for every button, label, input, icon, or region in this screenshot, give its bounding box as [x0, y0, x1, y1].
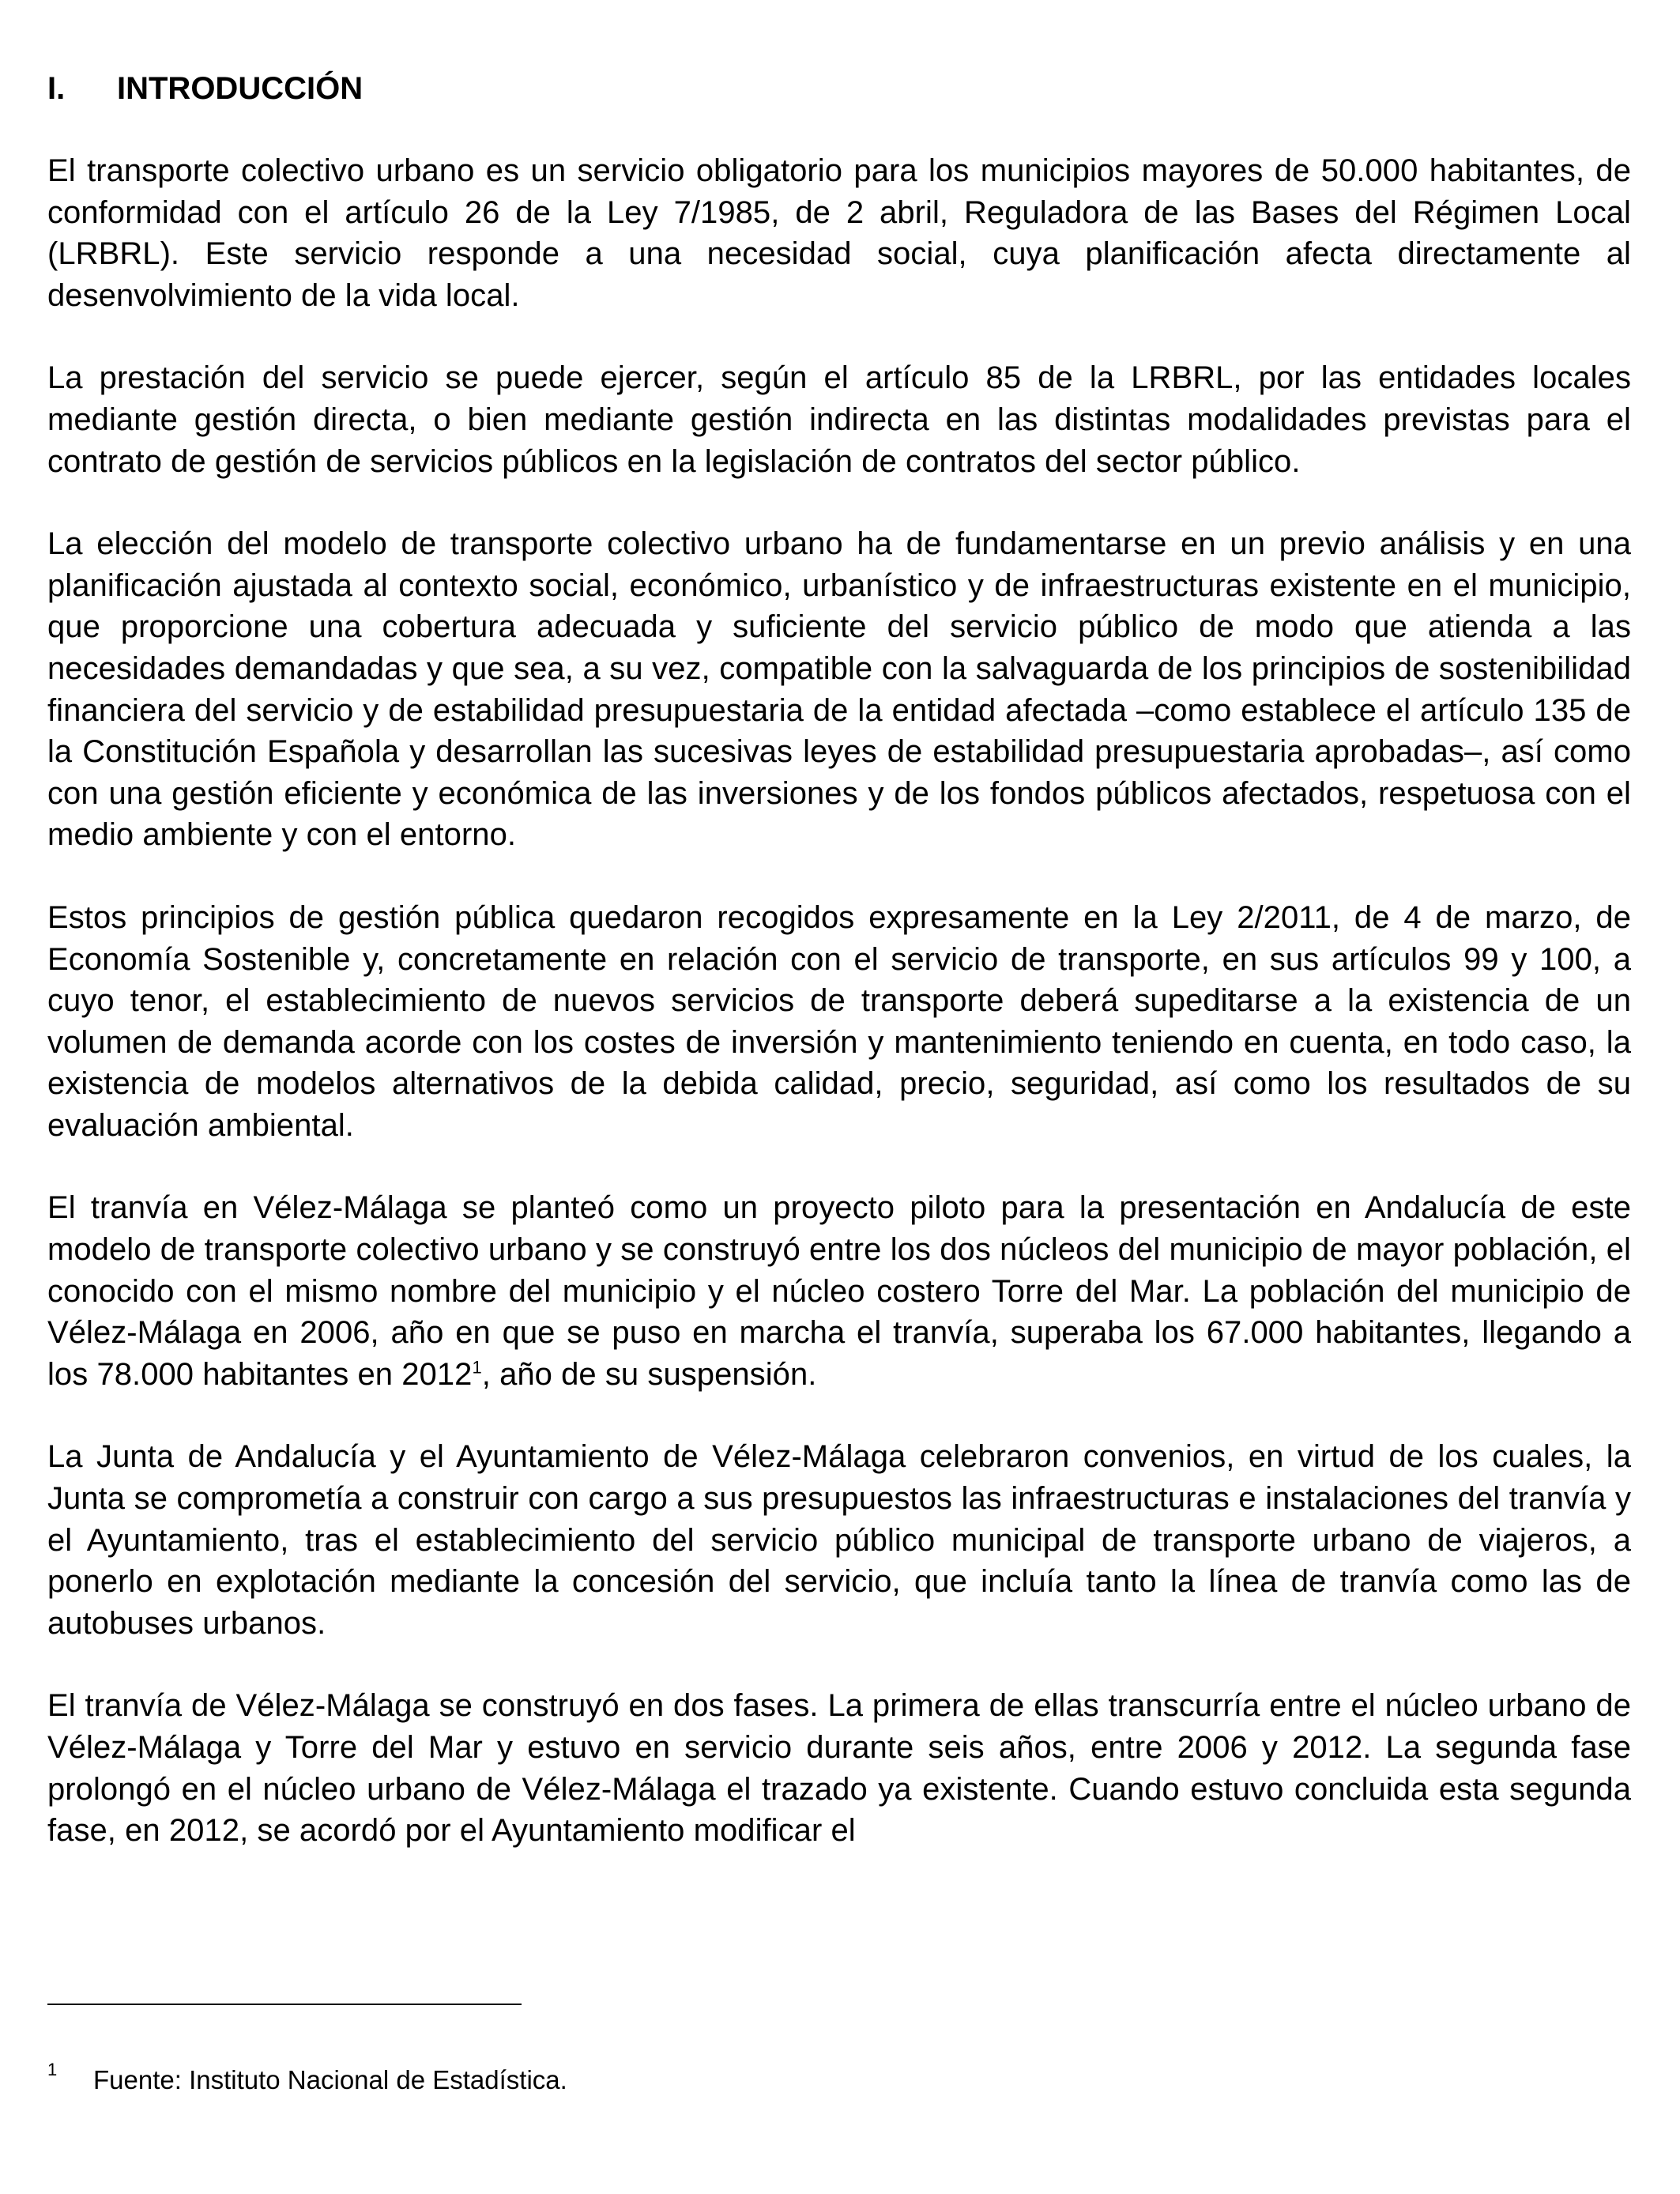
paragraph-7: El tranvía de Vélez-Málaga se construyó en dos fases. La primera de ellas transcurría entre el núcleo urbano de Vélez-Málaga y Torre del Mar y estuvo en servicio durante seis años, entre 2006 y 2012. La segunda fase prolongó en el núcleo urbano de Vélez-Málaga el trazado ya existente. Cuando estuvo concluida esta segunda fase, en 2012, se acordó por el Ayuntamiento modificar el	[47, 1688, 1631, 1849]
paragraph-3: La elección del modelo de transporte colectivo urbano ha de fundamentarse en un previo análisis y en una planificación ajustada al contexto social, económico, urbanístico y de infraestructuras existente en el municipio, que proporcione una cobertura adecuada y suficiente del servicio público de modo que atienda a las necesidades demandadas y que sea, a su vez, compatible con la salvaguarda de los principios de sostenibilidad financiera del servicio y de estabilidad presupuestaria de la entidad afectada –como establece el artículo 135 de la Constitución Española y desarrollan las sucesivas leyes de estabilidad presupuestaria aprobadas–, así como con una gestión eficiente y económica de las inversiones y de los fondos públicos afectados, respetuosa con el medio ambiente y con el entorno.	[47, 526, 1631, 853]
section-title: INTRODUCCIÓN	[117, 71, 363, 106]
paragraph-2: La prestación del servicio se puede ejercer, según el artículo 85 de la LRBRL, por las entidades locales mediante gestión directa, o bien mediante gestión indirecta en las distintas modalidades previstas para el contrato de gestión de servicios públicos en la legislación de contratos del sector público.	[47, 360, 1631, 479]
paragraph-6: La Junta de Andalucía y el Ayuntamiento de Vélez-Málaga celebraron convenios, en virtud de los cuales, la Junta se comprometía a construir con cargo a sus presupuestos las infraestructuras e instalaciones del tranvía y el Ayuntamiento, tras el establecimiento del servicio público municipal de transporte urbano de viajeros, a ponerlo en explotación mediante la concesión del servicio, que incluía tanto la línea de tranvía como las de autobuses urbanos.	[47, 1439, 1631, 1641]
paragraph-5	[47, 1187, 1631, 1395]
paragraph-4: Estos principios de gestión pública quedaron recogidos expresamente en la Ley 2/2011, de 4 de marzo, de Economía Sostenible y, concretamente en relación con el servicio de transporte, en sus artículos 99 y 100, a cuyo tenor, el establecimiento de nuevos servicios de transporte deberá supeditarse a la existencia de un volumen de demanda acorde con los costes de inversión y mantenimiento teniendo en cuenta, en todo caso, la existencia de modelos alternativos de la debida calidad, precio, seguridad, así como los resultados de su evaluación ambiental.	[47, 899, 1631, 1143]
footnote-text: Fuente: Instituto Nacional de Estadística.	[93, 2065, 567, 2094]
paragraph-5-text: El tranvía en Vélez-Málaga se planteó como un proyecto piloto para la presentación en Andalucía de este modelo de transporte colectivo urbano y se construyó entre los dos núcleos del municipio de mayor población, el conocido con el mismo nombre del municipio y el núcleo costero Torre del Mar. La población del municipio de Vélez-Málaga en 2006, año en que se puso en marcha el tranvía, superaba los 67.000 habitantes, llegando a los 78.000 habitantes en 2012	[47, 1190, 1631, 1392]
document-body	[47, 68, 1631, 1893]
paragraph-5-text-end: , año de su suspensión.	[481, 1356, 817, 1392]
section-heading	[47, 68, 1631, 109]
paragraph-1: El transporte colectivo urbano es un servicio obligatorio para los municipios mayores de 50.000 habitantes, de conformidad con el artículo 26 de la Ley 7/1985, de 2 abril, Reguladora de las Bases del Régimen Local (LRBRL). Este servicio responde a una necesidad social, cuya planificación afecta directamente al desenvolvimiento de la vida local.	[47, 153, 1631, 313]
footnote-divider	[47, 2004, 522, 2005]
section-number: I.	[47, 71, 66, 106]
footnote-reference[interactable]: 1	[472, 1357, 482, 1378]
footnote-mark: 1	[47, 2060, 58, 2079]
footnote	[47, 2060, 567, 2096]
